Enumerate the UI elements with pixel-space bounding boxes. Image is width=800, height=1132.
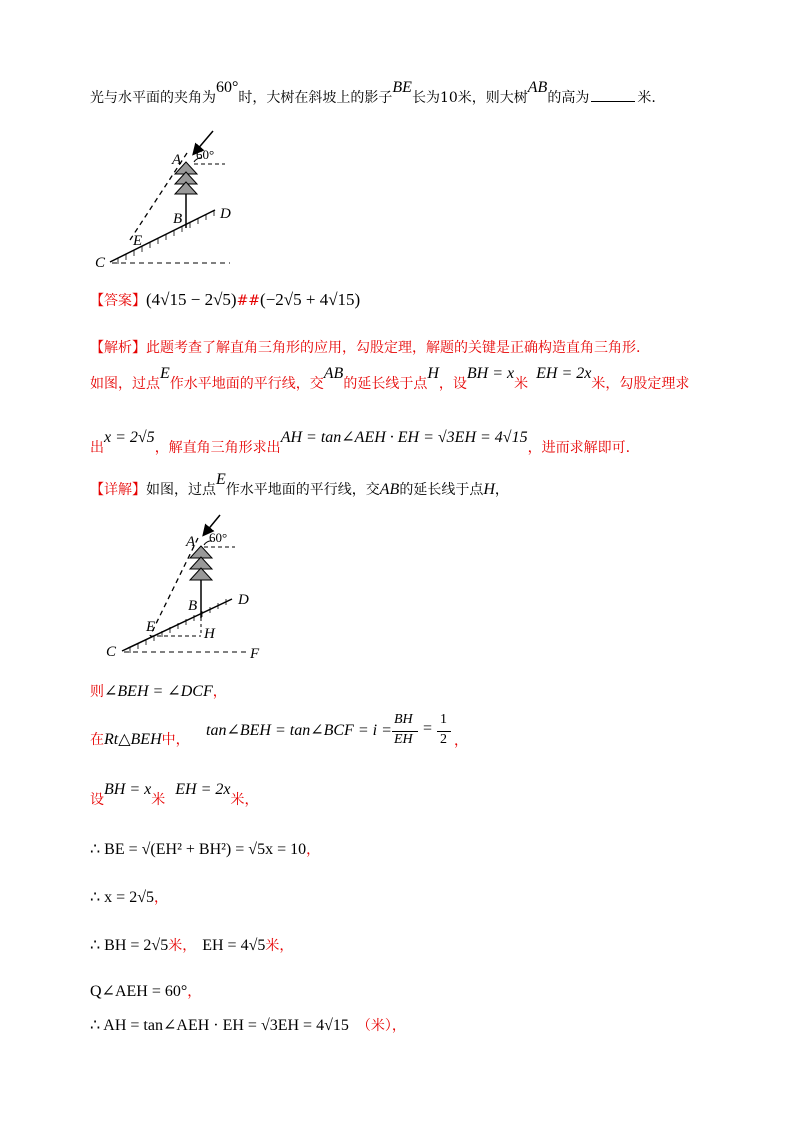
step-4 — [90, 840, 320, 860]
step-6 — [90, 936, 293, 956]
analysis-tag: 【解析】 — [90, 340, 146, 356]
answer-line — [90, 290, 360, 311]
step4-punct: ， — [306, 842, 321, 858]
math-h: H — [427, 365, 439, 382]
question-text-5: 米. — [637, 90, 656, 106]
step3-text: 设 — [90, 792, 104, 808]
light-ray-dashed-2 — [150, 538, 198, 636]
angle-60: 60° — [216, 79, 239, 96]
label-a: A — [172, 152, 182, 168]
detail-ab: AB — [379, 481, 400, 498]
detail-text-2: 作水平地面的平行线，交 — [225, 482, 380, 498]
step4-math: ∴ BE = √(EH² + BH²) = √5x = 10 — [90, 841, 307, 858]
step3-eh: EH = 2x — [175, 781, 231, 798]
answer-expr-2: (−2√5 + 4√15) — [260, 290, 361, 309]
math-ah: AH = tan∠AEH · EH = √3EH = 4√15 — [280, 429, 528, 446]
question-text-3: 长为10米，则大树 — [411, 90, 528, 106]
figure-slope-tree-2 — [100, 510, 270, 665]
detail-text-1: 如图，过点 — [146, 482, 216, 498]
slope-line-2 — [122, 599, 232, 651]
math-bh-x: BH = x — [466, 365, 515, 382]
frac-1: 1 — [440, 712, 447, 727]
unit-mi: 米 — [514, 376, 529, 392]
label-60: 60° — [196, 147, 215, 162]
step7-math: Q∠AEH = 60° — [90, 983, 188, 1000]
detail-text-4: ， — [494, 482, 509, 498]
analysis-text-2d: ，设 — [438, 376, 467, 392]
math-e: E — [160, 365, 170, 382]
step2-rt: Rt△BEH — [104, 731, 162, 748]
step3-punct: 米， — [230, 792, 259, 808]
analysis-text-3b: ，解直角三角形求出 — [154, 440, 281, 456]
detail-tag: 【详解】 — [90, 482, 146, 498]
answer-sep: ## — [236, 293, 261, 309]
label2-b: B — [188, 598, 198, 614]
question-text-2: 时，大树在斜坡上的影子 — [238, 90, 393, 106]
step6-bh: ∴ BH = 2√5 — [90, 937, 169, 954]
step1-text: 则 — [90, 684, 104, 700]
step-3 — [90, 781, 259, 810]
step7-punct: ， — [187, 984, 202, 1000]
label-e: E — [133, 233, 143, 249]
analysis-line-3 — [90, 429, 631, 458]
step6-unit2: 米， — [265, 938, 294, 954]
analysis-text-3a: 出 — [90, 440, 104, 456]
analysis-text-3c: ，进而求解即可. — [527, 440, 631, 456]
step-7 — [90, 982, 201, 1002]
label-d: D — [220, 206, 231, 222]
label2-h: H — [204, 626, 215, 642]
figure-slope-tree-1 — [90, 128, 240, 273]
step-1 — [90, 682, 227, 702]
math-eh-2x: EH = 2x — [536, 365, 592, 382]
detail-h: H — [483, 481, 495, 498]
step2-punct: ， — [454, 733, 468, 749]
step8-unit: （米）， — [356, 1018, 406, 1034]
answer-expr-1: (4√15 − 2√5) — [146, 290, 237, 309]
question-line — [90, 79, 656, 108]
frac-eh: EH — [394, 732, 413, 747]
tree-crown-2-3 — [190, 568, 212, 580]
frac-bh: BH — [394, 712, 413, 727]
label-b: B — [173, 211, 183, 227]
step1-punct: ， — [212, 684, 227, 700]
label2-d: D — [238, 592, 249, 608]
step2-text-a: 在 — [90, 732, 104, 748]
analysis-text-2a: 如图，过点 — [90, 376, 160, 392]
label2-a: A — [186, 534, 196, 550]
step3-bh: BH = x — [104, 781, 152, 798]
analysis-line-2 — [90, 365, 690, 394]
question-text-4: 的高为 — [547, 90, 590, 106]
detail-text-3: 的延长线于点 — [399, 482, 484, 498]
analysis-text-2c: 的延长线于点 — [343, 376, 428, 392]
detail-line — [90, 471, 509, 500]
analysis-line-1 — [90, 338, 640, 358]
step-5 — [90, 888, 168, 908]
label2-f: F — [250, 646, 260, 662]
answer-blank — [591, 101, 635, 102]
step-8 — [90, 1016, 406, 1036]
label2-e: E — [146, 619, 156, 635]
frac-2: 2 — [440, 732, 447, 747]
step5-math: ∴ x = 2√5 — [90, 889, 154, 906]
step6-unit1: 米， — [168, 938, 197, 954]
analysis-text-2e: 米，勾股定理求 — [591, 376, 690, 392]
step8-math: ∴ AH = tan∠AEH · EH = √3EH = 4√15 — [90, 1017, 349, 1034]
analysis-text-2b: 作水平地面的平行线，交 — [169, 376, 324, 392]
step3-unit: 米 — [151, 792, 166, 808]
segment-ab: AB — [527, 79, 548, 96]
label2-c: C — [106, 644, 117, 660]
step1-math: ∠BEH = ∠DCF — [104, 683, 213, 700]
tree-crown-2-2 — [190, 557, 212, 569]
segment-be: BE — [392, 79, 412, 96]
step5-punct: ， — [153, 890, 168, 906]
analysis-text-1: 此题考查了解直角三角形的应用，勾股定理，解题的关键是正确构造直角三角形. — [146, 340, 641, 356]
step2-text-b: 中， — [161, 732, 190, 748]
label2-60: 60° — [209, 530, 228, 545]
question-text-1: 光与水平面的夹角为 — [90, 90, 216, 106]
step6-eh: EH = 4√5 — [202, 937, 266, 954]
step-2 — [90, 730, 190, 750]
math-ab: AB — [323, 365, 344, 382]
label-c: C — [95, 255, 106, 271]
detail-e: E — [216, 471, 226, 488]
step2-tan: tan∠BEH = tan∠BCF = i = — [206, 722, 392, 739]
answer-tag: 【答案】 — [90, 293, 146, 309]
math-x-2root5: x = 2√5 — [104, 429, 155, 446]
